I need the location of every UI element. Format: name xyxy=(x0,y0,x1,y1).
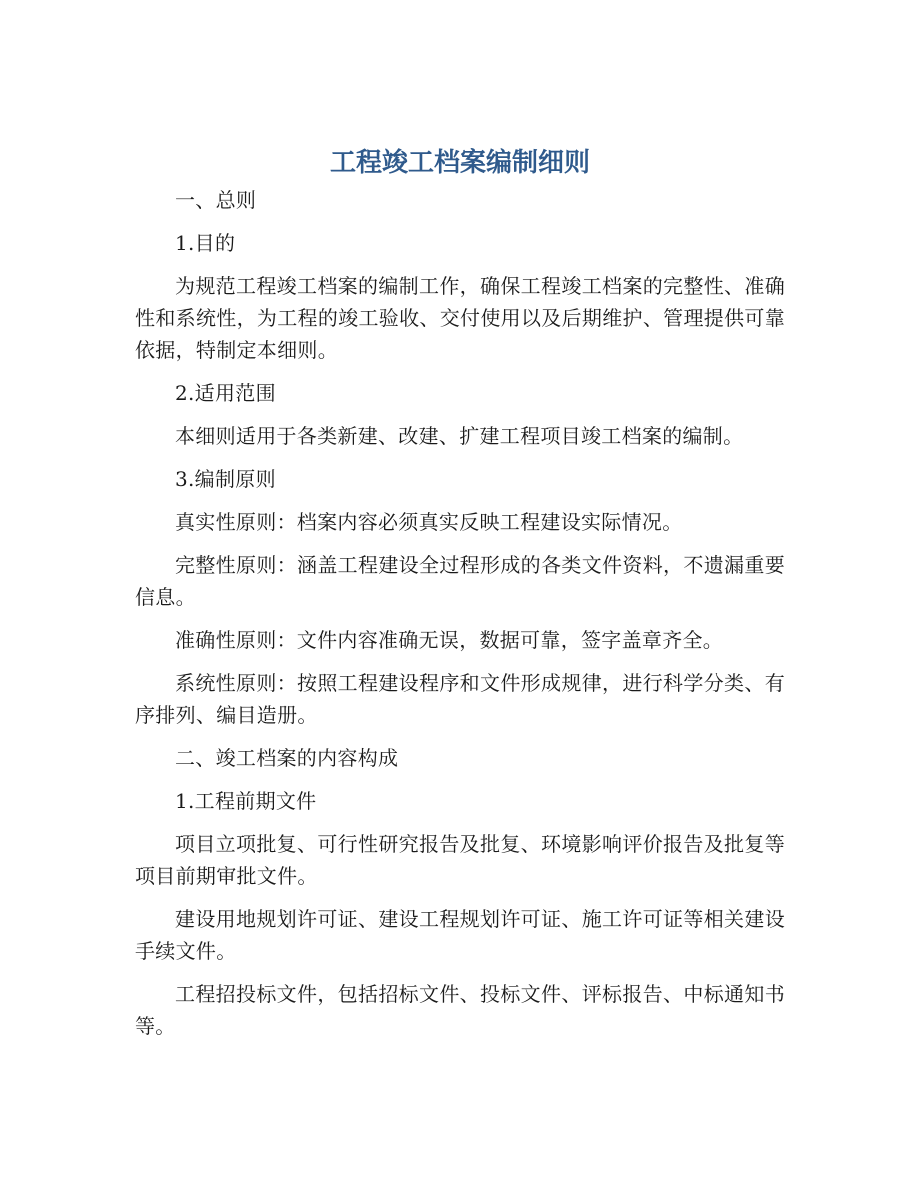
paragraph-completeness: 完整性原则：涵盖工程建设全过程形成的各类文件资料，不遗漏重要信息。 xyxy=(135,553,785,609)
subheading-principles: 3.编制原则 xyxy=(175,467,276,491)
subheading-scope: 2.适用范围 xyxy=(175,381,276,405)
section-heading-contents: 二、竣工档案的内容构成 xyxy=(175,746,399,770)
paragraph-approval-docs: 项目立项批复、可行性研究报告及批复、环境影响评价报告及批复等项目前期审批文件。 xyxy=(135,832,785,888)
paragraph-permit-docs: 建设用地规划许可证、建设工程规划许可证、施工许可证等相关建设手续文件。 xyxy=(135,907,785,963)
document-body xyxy=(135,184,785,1053)
paragraph-purpose: 为规范工程竣工档案的编制工作，确保工程竣工档案的完整性、准确性和系统性，为工程的竣工验收、交付使用以及后期维护、管理提供可靠依据，特制定本细则。 xyxy=(135,274,785,362)
paragraph-systematic: 系统性原则：按照工程建设程序和文件形成规律，进行科学分类、有序排列、编目造册。 xyxy=(135,671,785,727)
paragraph-authenticity: 真实性原则：档案内容必须真实反映工程建设实际情况。 xyxy=(175,510,683,534)
paragraph-bidding-docs: 工程招投标文件，包括招标文件、投标文件、评标报告、中标通知书等。 xyxy=(135,982,785,1038)
paragraph-accuracy: 准确性原则：文件内容准确无误，数据可靠，签字盖章齐全。 xyxy=(175,628,724,652)
subheading-preliminary-docs: 1.工程前期文件 xyxy=(175,789,317,813)
paragraph-scope: 本细则适用于各类新建、改建、扩建工程项目竣工档案的编制。 xyxy=(175,424,744,448)
subheading-purpose: 1.目的 xyxy=(175,231,236,255)
section-heading-general: 一、总则 xyxy=(175,188,257,212)
document-title: 工程竣工档案编制细则 xyxy=(329,148,590,178)
